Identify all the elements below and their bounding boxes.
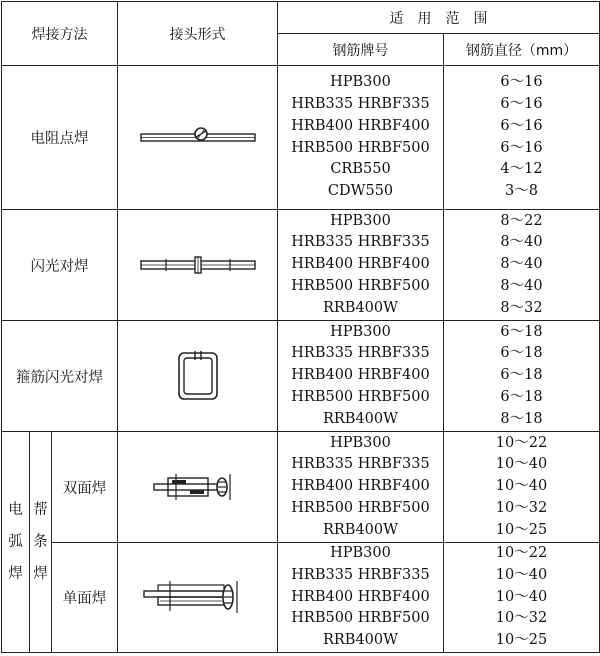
diameter-item: 6～16 [500, 74, 543, 91]
grade-cell [278, 210, 444, 321]
grade-item: HRB500 HRBF500 [291, 139, 430, 156]
grade-item: RRB400W [322, 410, 399, 427]
grade-item: HPB300 [330, 323, 391, 340]
method-cell: 电阻点焊 [2, 66, 118, 210]
method-cell: 闪光对焊 [2, 210, 118, 321]
grade-item: HRB500 HRBF500 [291, 277, 430, 294]
method-cell: 双面焊 [52, 432, 118, 543]
diameter-item: 10～40 [495, 566, 548, 583]
spot-weld-icon [135, 125, 261, 151]
grade-item: HRB500 HRBF500 [291, 610, 430, 627]
grade-item: RRB400W [322, 521, 399, 538]
grade-item: HRB400 HRBF400 [291, 256, 430, 273]
diameter-item: 10～25 [495, 521, 548, 538]
table-row [2, 210, 600, 321]
grade-item: HPB300 [330, 212, 391, 229]
arc-weld-char: 电 [8, 501, 23, 518]
diameter-item: 8～32 [500, 299, 543, 316]
single-side-weld-icon [140, 577, 256, 617]
diameter-item: 6～18 [500, 388, 543, 405]
diameter-cell [444, 210, 600, 321]
arc-weld-char: 焊 [8, 565, 23, 582]
strap-weld-char: 条 [33, 533, 48, 550]
header-diameter: 钢筋直径（mm） [444, 34, 600, 66]
arc-weld-char: 弧 [8, 533, 23, 550]
joint-cell [118, 210, 278, 321]
grade-item: HRB335 HRBF335 [291, 456, 430, 473]
header-joint: 接头形式 [118, 2, 278, 66]
grade-item: HRB400 HRBF400 [291, 117, 430, 134]
flash-butt-weld-icon [135, 252, 261, 278]
diameter-item: 3～8 [505, 183, 538, 200]
diameter-cell [444, 543, 600, 653]
diameter-item: 10～22 [495, 545, 548, 561]
diameter-item: 10～40 [495, 588, 548, 605]
diameter-cell [444, 432, 600, 543]
header-scope: 适用范围 [278, 2, 600, 34]
grade-item: HPB300 [330, 434, 391, 451]
diameter-item: 8～40 [500, 234, 543, 251]
joint-cell [118, 543, 278, 653]
header-grade: 钢筋牌号 [278, 34, 444, 66]
grade-item: HRB335 HRBF335 [291, 95, 430, 112]
double-side-weld-icon [148, 470, 248, 504]
stirrup-flash-weld-icon [173, 347, 223, 405]
diameter-item: 8～22 [500, 212, 543, 229]
diameter-item: 8～18 [500, 410, 543, 427]
grade-item: HRB400 HRBF400 [291, 367, 430, 384]
table-row [2, 432, 600, 543]
diameter-item: 10～40 [495, 478, 548, 495]
diameter-item: 6～16 [500, 139, 543, 156]
diameter-item: 6～16 [500, 117, 543, 134]
diameter-cell [444, 321, 600, 432]
joint-cell [118, 321, 278, 432]
diameter-item: 6～18 [500, 323, 543, 340]
grade-item: CDW550 [327, 183, 394, 200]
grade-cell [278, 432, 444, 543]
diameter-item: 10～40 [495, 456, 548, 473]
table-row [2, 543, 600, 653]
grade-cell [278, 543, 444, 653]
grade-item: HRB400 HRBF400 [291, 478, 430, 495]
grade-item: HRB400 HRBF400 [291, 588, 430, 605]
grade-item: HRB335 HRBF335 [291, 345, 430, 362]
strap-weld-char: 焊 [33, 565, 48, 582]
diameter-item: 4～12 [500, 161, 543, 178]
grade-item: HRB500 HRBF500 [291, 388, 430, 405]
grade-item: HPB300 [330, 74, 391, 91]
strap-weld-label [30, 432, 52, 653]
diameter-item: 10～22 [495, 434, 548, 451]
method-cell: 箍筋闪光对焊 [2, 321, 118, 432]
grade-item: RRB400W [322, 632, 399, 649]
diameter-item: 8～40 [500, 256, 543, 273]
joint-cell [118, 432, 278, 543]
diameter-item: 6～18 [500, 367, 543, 384]
diameter-item: 10～32 [495, 499, 548, 516]
diameter-item: 8～40 [500, 277, 543, 294]
grade-item: HRB335 HRBF335 [291, 234, 430, 251]
grade-item: RRB400W [322, 299, 399, 316]
diameter-cell [444, 66, 600, 210]
diameter-item: 10～32 [495, 610, 548, 627]
table-row [2, 66, 600, 210]
method-cell: 单面焊 [52, 543, 118, 653]
header-method: 焊接方法 [2, 2, 118, 66]
joint-cell [118, 66, 278, 210]
diameter-item: 6～16 [500, 95, 543, 112]
table-row [2, 321, 600, 432]
arc-weld-label [2, 432, 30, 653]
grade-item: CRB550 [330, 161, 391, 178]
welding-table [1, 1, 600, 653]
grade-item: HRB335 HRBF335 [291, 566, 430, 583]
grade-cell [278, 66, 444, 210]
diameter-item: 10～25 [495, 632, 548, 649]
grade-item: HPB300 [330, 545, 391, 561]
grade-item: HRB500 HRBF500 [291, 499, 430, 516]
strap-weld-char: 帮 [33, 501, 48, 518]
diameter-item: 6～18 [500, 345, 543, 362]
grade-cell [278, 321, 444, 432]
